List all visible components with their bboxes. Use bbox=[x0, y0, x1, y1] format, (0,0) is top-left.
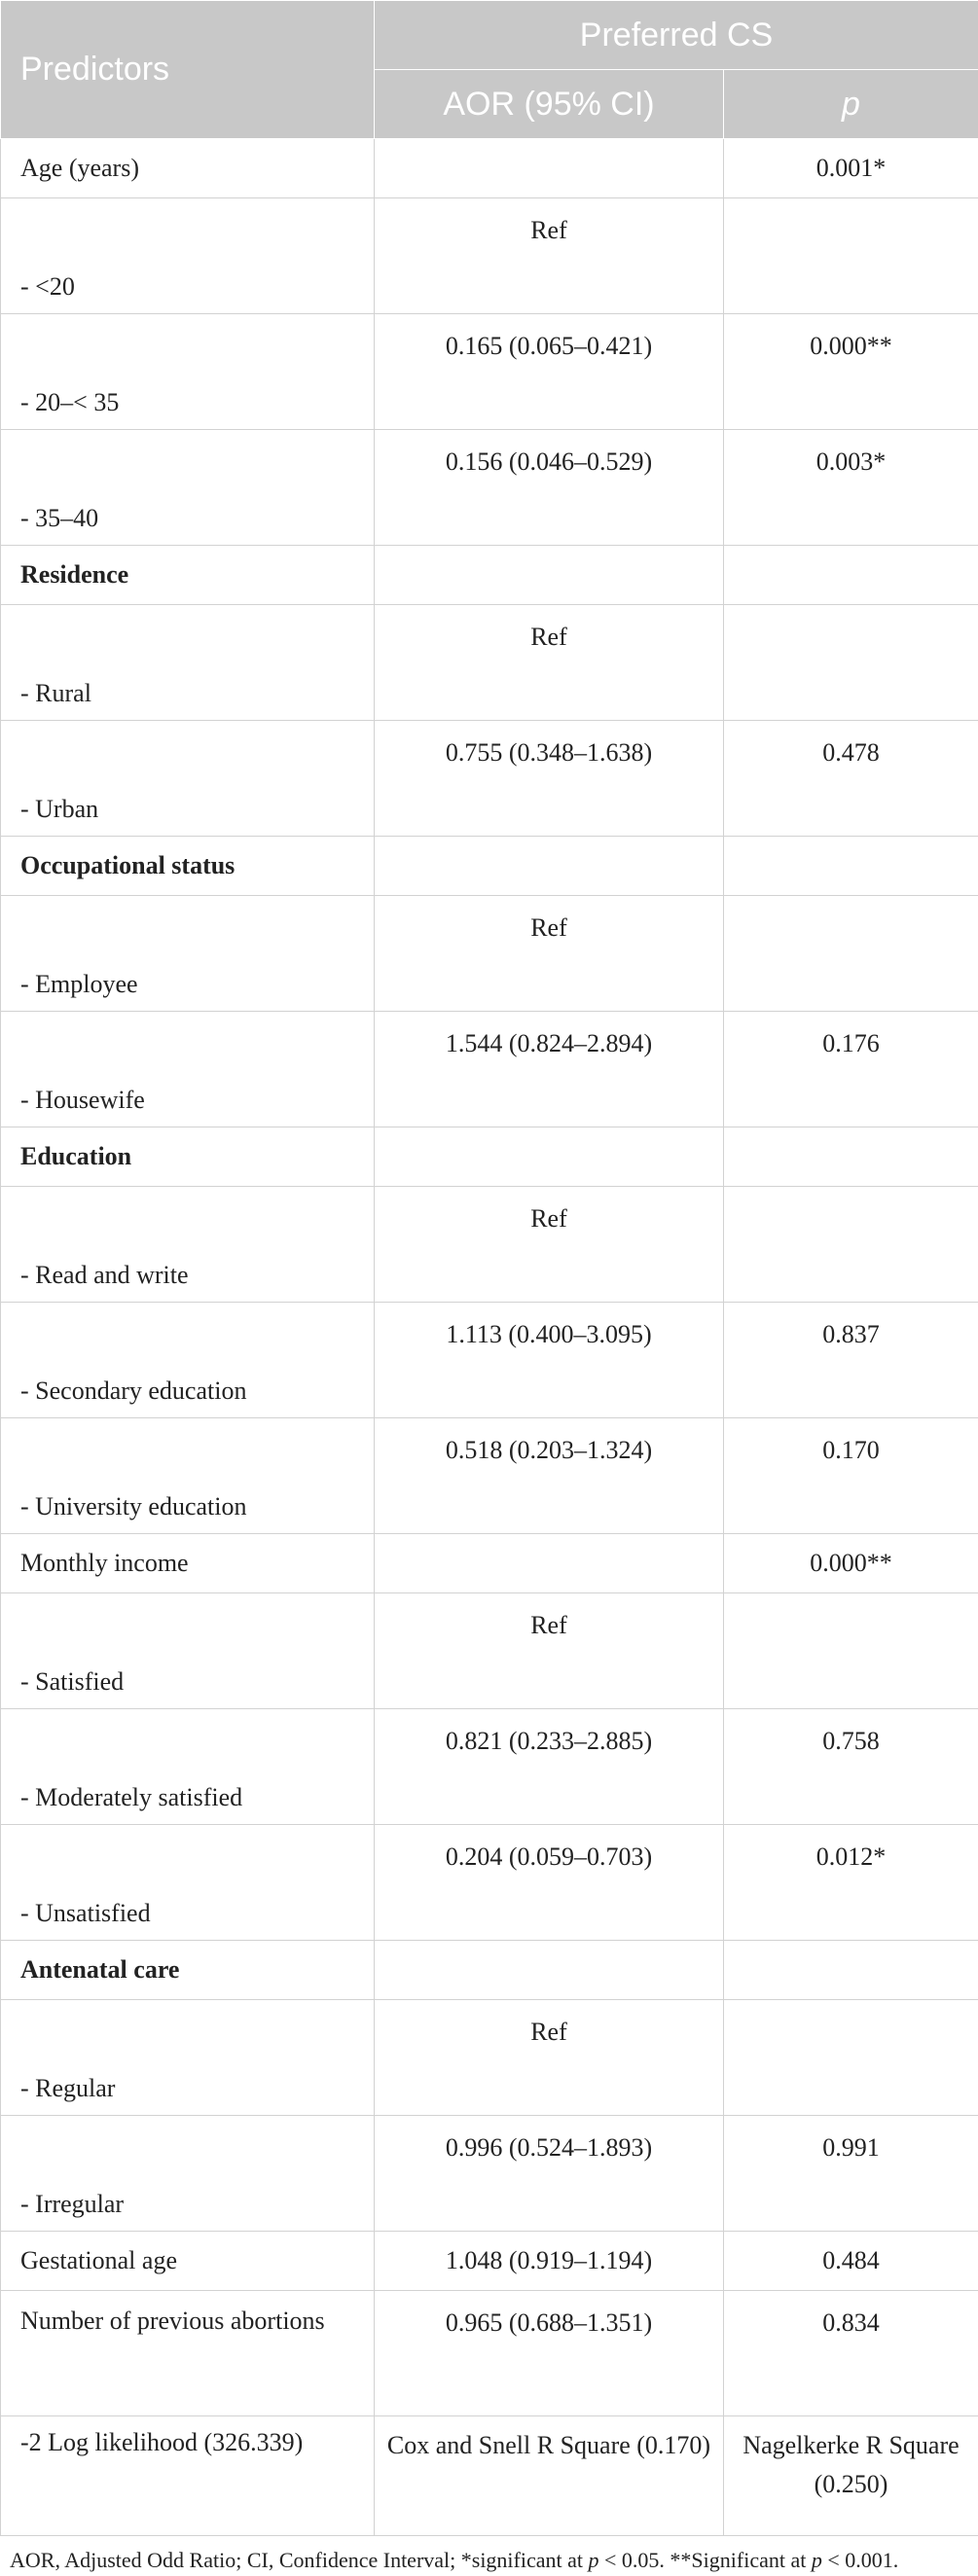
predictor-cell: - 20–< 35 bbox=[1, 314, 375, 430]
table-row bbox=[1, 1303, 978, 1418]
table-row bbox=[1, 139, 978, 198]
aor-cell: Ref bbox=[375, 1593, 724, 1709]
predictor-cell: - Satisfied bbox=[1, 1593, 375, 1709]
aor-cell: Ref bbox=[375, 896, 724, 1012]
table-row bbox=[1, 1825, 978, 1941]
predictor-cell: Education bbox=[1, 1127, 375, 1187]
footnote-text-3: < 0.001. bbox=[822, 2548, 898, 2572]
aor-cell: Ref bbox=[375, 1187, 724, 1303]
p-value-cell: 0.478 bbox=[724, 721, 978, 837]
aor-cell: 1.544 (0.824–2.894) bbox=[375, 1012, 724, 1127]
predictor-cell: Gestational age bbox=[1, 2232, 375, 2291]
p-value-cell: 0.000** bbox=[724, 314, 978, 430]
aor-cell: 0.518 (0.203–1.324) bbox=[375, 1418, 724, 1534]
p-value-cell bbox=[724, 896, 978, 1012]
table-row bbox=[1, 1012, 978, 1127]
p-value-cell: 0.837 bbox=[724, 1303, 978, 1418]
p-value-cell: 0.012* bbox=[724, 1825, 978, 1941]
p-value-cell bbox=[724, 1593, 978, 1709]
table-row bbox=[1, 1709, 978, 1825]
table-row bbox=[1, 314, 978, 430]
aor-cell: 0.755 (0.348–1.638) bbox=[375, 721, 724, 837]
predictor-cell: - Secondary education bbox=[1, 1303, 375, 1418]
footnote-p-1: p bbox=[589, 2548, 599, 2572]
p-value-cell: 0.170 bbox=[724, 1418, 978, 1534]
predictor-cell: Age (years) bbox=[1, 139, 375, 198]
predictor-cell: - Read and write bbox=[1, 1187, 375, 1303]
predictor-cell: - <20 bbox=[1, 198, 375, 314]
p-value-cell bbox=[724, 2000, 978, 2116]
p-header-label: p bbox=[842, 86, 860, 123]
p-value-cell: 0.003* bbox=[724, 430, 978, 546]
p-value-cell: 0.001* bbox=[724, 139, 978, 198]
table-body bbox=[1, 139, 978, 2536]
aor-cell: 0.204 (0.059–0.703) bbox=[375, 1825, 724, 1941]
table-row bbox=[1, 2416, 978, 2536]
p-value-cell bbox=[724, 1941, 978, 2000]
aor-cell bbox=[375, 1534, 724, 1593]
p-header bbox=[724, 70, 978, 139]
p-value-cell: 0.176 bbox=[724, 1012, 978, 1127]
preferred-cs-header: Preferred CS bbox=[375, 1, 978, 70]
predictor-cell: -2 Log likelihood (326.339) bbox=[1, 2416, 375, 2536]
aor-cell bbox=[375, 139, 724, 198]
p-value-cell: Nagelkerke R Square (0.250) bbox=[724, 2416, 978, 2536]
table-row bbox=[1, 546, 978, 605]
table-row bbox=[1, 1187, 978, 1303]
footnote-text-2: < 0.05. **Significant at bbox=[599, 2548, 812, 2572]
predictor-cell: Antenatal care bbox=[1, 1941, 375, 2000]
table-row bbox=[1, 2291, 978, 2416]
predictor-cell: - Moderately satisfied bbox=[1, 1709, 375, 1825]
table-footnote bbox=[0, 2536, 978, 2576]
predictor-cell: - Employee bbox=[1, 896, 375, 1012]
predictor-cell: - 35–40 bbox=[1, 430, 375, 546]
table-row bbox=[1, 1127, 978, 1187]
aor-cell bbox=[375, 546, 724, 605]
predictor-cell: - University education bbox=[1, 1418, 375, 1534]
aor-cell: Ref bbox=[375, 198, 724, 314]
p-value-cell: 0.758 bbox=[724, 1709, 978, 1825]
aor-cell: 0.156 (0.046–0.529) bbox=[375, 430, 724, 546]
p-value-cell: 0.484 bbox=[724, 2232, 978, 2291]
aor-cell: 0.165 (0.065–0.421) bbox=[375, 314, 724, 430]
aor-cell: Ref bbox=[375, 2000, 724, 2116]
predictor-cell: - Irregular bbox=[1, 2116, 375, 2232]
p-value-cell bbox=[724, 198, 978, 314]
table-row bbox=[1, 1941, 978, 2000]
predictors-header: Predictors bbox=[1, 1, 375, 139]
p-value-cell bbox=[724, 1127, 978, 1187]
predictor-cell: Residence bbox=[1, 546, 375, 605]
predictor-cell: - Urban bbox=[1, 721, 375, 837]
table-row bbox=[1, 430, 978, 546]
p-value-cell bbox=[724, 605, 978, 721]
predictor-cell: Occupational status bbox=[1, 837, 375, 896]
table-row bbox=[1, 2000, 978, 2116]
predictor-cell: - Unsatisfied bbox=[1, 1825, 375, 1941]
aor-cell: Ref bbox=[375, 605, 724, 721]
table-row bbox=[1, 721, 978, 837]
table-row bbox=[1, 2116, 978, 2232]
aor-cell: 0.821 (0.233–2.885) bbox=[375, 1709, 724, 1825]
p-value-cell bbox=[724, 1187, 978, 1303]
aor-cell: 0.996 (0.524–1.893) bbox=[375, 2116, 724, 2232]
predictor-cell: - Regular bbox=[1, 2000, 375, 2116]
aor-cell: 1.048 (0.919–1.194) bbox=[375, 2232, 724, 2291]
predictor-cell: Number of previous abortions bbox=[1, 2291, 375, 2416]
footnote-p-2: p bbox=[812, 2548, 822, 2572]
aor-cell bbox=[375, 1127, 724, 1187]
footnote-text-1: AOR, Adjusted Odd Ratio; CI, Confidence Interval; *significant at bbox=[10, 2548, 589, 2572]
p-value-cell: 0.991 bbox=[724, 2116, 978, 2232]
aor-header: AOR (95% CI) bbox=[375, 70, 724, 139]
table-row bbox=[1, 1534, 978, 1593]
table-row bbox=[1, 605, 978, 721]
predictor-cell: - Housewife bbox=[1, 1012, 375, 1127]
aor-cell: 0.965 (0.688–1.351) bbox=[375, 2291, 724, 2416]
aor-cell: Cox and Snell R Square (0.170) bbox=[375, 2416, 724, 2536]
p-value-cell: 0.000** bbox=[724, 1534, 978, 1593]
table-row bbox=[1, 1593, 978, 1709]
aor-cell bbox=[375, 1941, 724, 2000]
predictor-cell: - Rural bbox=[1, 605, 375, 721]
table-row bbox=[1, 896, 978, 1012]
aor-cell bbox=[375, 837, 724, 896]
predictor-cell: Monthly income bbox=[1, 1534, 375, 1593]
table-row bbox=[1, 198, 978, 314]
table-row bbox=[1, 1418, 978, 1534]
p-value-cell bbox=[724, 546, 978, 605]
table-row bbox=[1, 837, 978, 896]
p-value-cell: 0.834 bbox=[724, 2291, 978, 2416]
table-row bbox=[1, 2232, 978, 2291]
p-value-cell bbox=[724, 837, 978, 896]
aor-cell: 1.113 (0.400–3.095) bbox=[375, 1303, 724, 1418]
